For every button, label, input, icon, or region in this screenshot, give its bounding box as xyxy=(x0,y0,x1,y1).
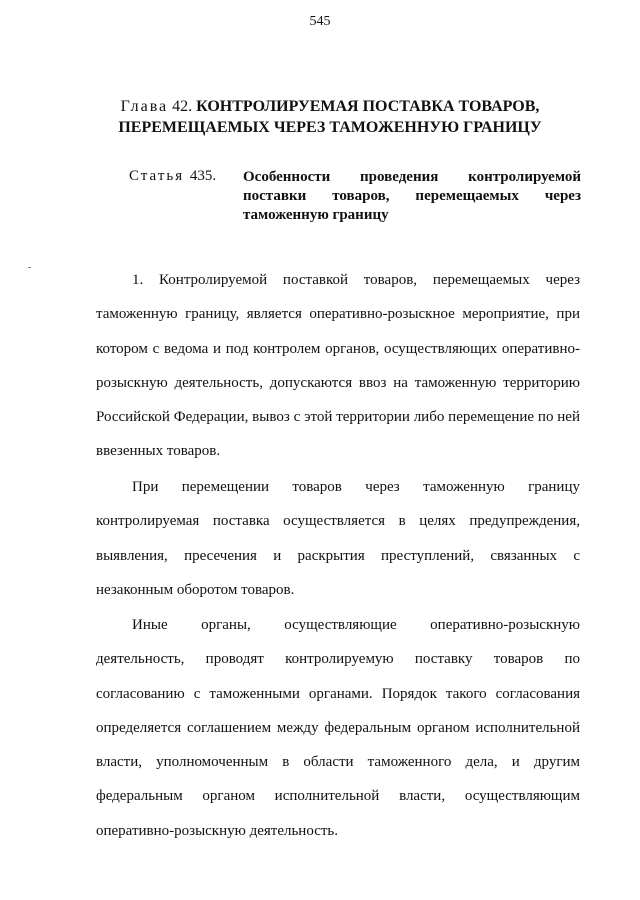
article-title-line2: таможенную границу xyxy=(243,207,389,223)
paragraph-1: 1. Контролируемой поставкой товаров, перемещаемых через таможенную границу, является оперативно-розыскное мероприятие, при котором с ведома и под контролем органов, осуществляющих оперативно-розыскную деятельность, допускаются ввоз на таможенную территорию Российской Федерации, вывоз с этой территории либо перемещение по ней ввезенных товаров. xyxy=(96,272,580,460)
chapter-number: 42. xyxy=(172,98,193,115)
article-title-line1: Особенности проведения контролируемой поставки товаров, перемещаемых через xyxy=(243,169,581,204)
article-title xyxy=(243,168,581,225)
paragraph-3: Иные органы, осуществляющие оперативно-розыскную деятельность, проводят контролируемую поставку товаров по согласованию с таможенными органами. Порядок такого согласования определяется соглашением между федеральным органом исполнительной власти, уполномоченным в области таможенного дела, и другим федеральным органом исполнительной власти, осуществляющим оперативно-розыскную деятельность. xyxy=(96,617,580,839)
chapter-heading xyxy=(60,96,600,138)
chapter-label: Глава xyxy=(120,98,169,115)
margin-mark xyxy=(28,267,31,268)
article-label-block xyxy=(129,168,216,185)
paragraph-2: При перемещении товаров через таможенную границу контролируемая поставка осуществляется в целях предупреждения, выявления, пресечения и раскрытия преступлений, связанных с незаконным оборотом товаров. xyxy=(96,479,580,598)
chapter-title: КОНТРОЛИРУЕМАЯ ПОСТАВКА ТОВАРОВ, ПЕРЕМЕЩАЕМЫХ ЧЕРЕЗ ТАМОЖЕННУЮ ГРАНИЦУ xyxy=(118,98,542,136)
article-label: Статья xyxy=(129,168,185,184)
article-number: 435. xyxy=(189,168,217,184)
page-number: 545 xyxy=(309,14,331,29)
